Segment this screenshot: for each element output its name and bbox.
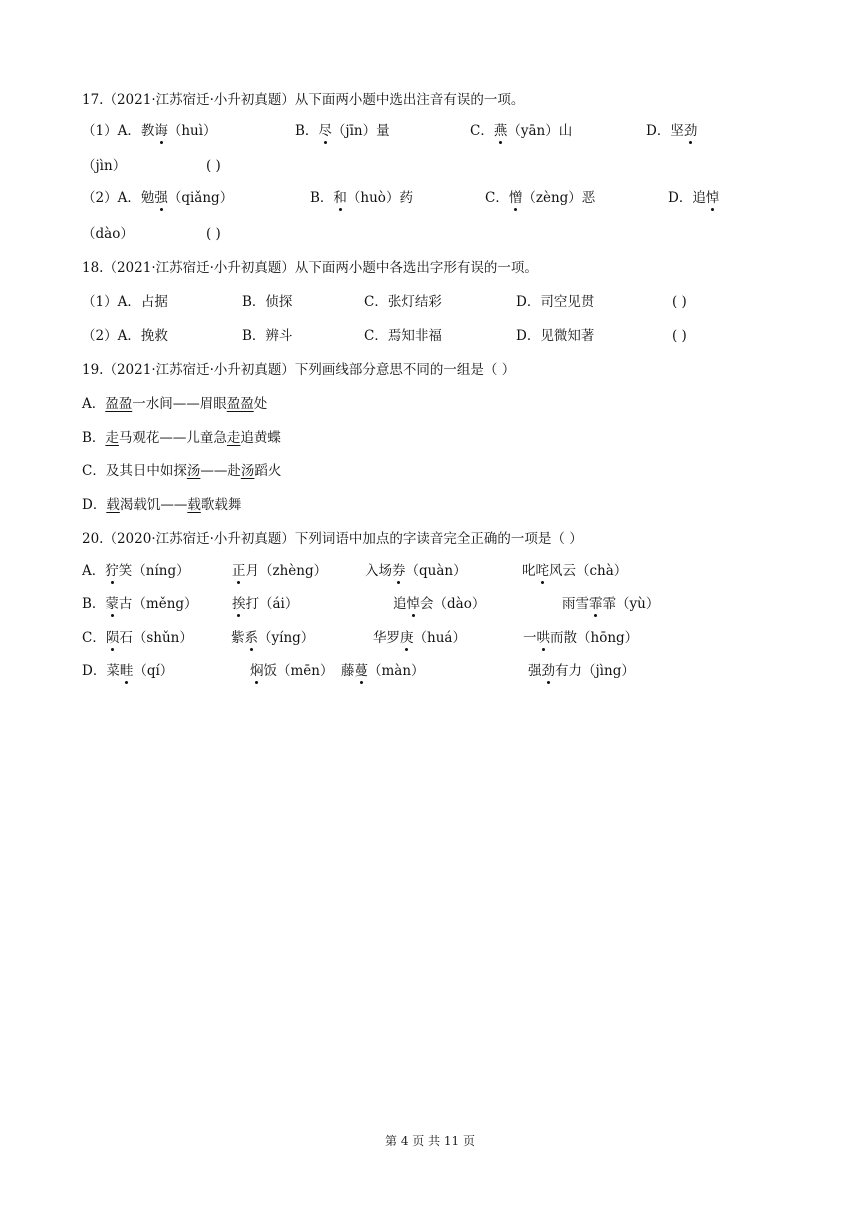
q19-option-a: A．盈盈一水间——眉眼盈盈处 xyxy=(82,396,268,412)
q20-c-word-1: C．陨石（shǔn） xyxy=(82,630,193,646)
q19-option-c: C．及其日中如探汤——赴汤蹈火 xyxy=(82,463,282,479)
page-footer: 第 4 页 共 11 页 xyxy=(385,1134,475,1148)
q17-p2-answer-blank: ( ) xyxy=(206,226,221,242)
q20-b-word-4: 雨雪霏霏（yù） xyxy=(562,596,660,612)
q20-stem: 20.（2020·江苏宿迁·小升初真题）下列词语中加点的字读音完全正确的一项是（ ） xyxy=(82,531,583,547)
q17-p1-option-a: （1）A．教诲（huì） xyxy=(82,123,217,139)
q20-b-word-1: B．蒙古（měng） xyxy=(82,596,198,612)
q17-p2-option-a: （2）A．勉强（qiǎng） xyxy=(82,190,234,206)
q20-b-word-3: 追悼会（dào） xyxy=(393,596,486,612)
q20-a-word-3: 入场券（quàn） xyxy=(365,563,467,579)
q19-option-b: B．走马观花——儿童急走追黄蝶 xyxy=(82,430,281,446)
q17-p2-option-b: B．和（huò）药 xyxy=(310,190,413,206)
q18-p1-answer-blank: ( ) xyxy=(672,294,687,310)
q20-c-word-3: 华罗庚（huá） xyxy=(373,630,466,646)
q18-p1-option-b: B．侦探 xyxy=(242,294,293,310)
q20-d-word-1: D．菜畦（qí） xyxy=(82,663,174,679)
q18-p2-option-c: C．焉知非福 xyxy=(364,328,442,344)
q20-d-word-3: 藤蔓（màn） xyxy=(341,663,425,679)
q17-p2-d-pinyin: （dào） xyxy=(82,226,134,242)
q20-d-word-4: 强劲有力（jìng） xyxy=(528,663,635,679)
q20-a-word-2: 正月（zhèng） xyxy=(232,563,328,579)
q18-p1-option-c: C．张灯结彩 xyxy=(364,294,442,310)
q17-p1-option-b: B．尽（jīn）量 xyxy=(295,123,390,139)
q17-p2-option-c: C．憎（zèng）恶 xyxy=(485,190,596,206)
q17-stem: 17.（2021·江苏宿迁·小升初真题）从下面两小题中选出注音有误的一项。 xyxy=(82,92,525,108)
q18-p2-option-b: B．辨斗 xyxy=(242,328,293,344)
q17-p2-option-d: D．追悼 xyxy=(668,190,720,206)
q17-p1-d-pinyin: （jìn） xyxy=(82,158,127,174)
q18-p2-option-a: （2）A．挽救 xyxy=(82,328,168,344)
q20-d-word-2: 焖饭（mēn） xyxy=(250,663,334,679)
q18-p2-option-d: D．见微知著 xyxy=(516,328,595,344)
q18-p2-answer-blank: ( ) xyxy=(672,328,687,344)
q17-p1-answer-blank: ( ) xyxy=(206,158,221,174)
q20-a-word-4: 叱咤风云（chà） xyxy=(522,563,628,579)
q20-c-word-2: 紫系（yíng） xyxy=(231,630,315,646)
q18-p1-option-a: （1）A．占据 xyxy=(82,294,168,310)
q20-b-word-2: 挨打（ái） xyxy=(232,596,299,612)
q18-p1-option-d: D．司空见贯 xyxy=(516,294,595,310)
q17-p1-option-d: D．坚劲 xyxy=(646,123,698,139)
q20-a-word-1: A．狞笑（níng） xyxy=(82,563,190,579)
q19-stem: 19.（2021·江苏宿迁·小升初真题）下列画线部分意思不同的一组是（ ） xyxy=(82,362,516,378)
q18-stem: 18.（2021·江苏宿迁·小升初真题）从下面两小题中各选出字形有误的一项。 xyxy=(82,260,538,276)
q17-p1-option-c: C．燕（yān）山 xyxy=(470,123,573,139)
q19-option-d: D．载渴载饥——载歌载舞 xyxy=(82,497,242,513)
q20-c-word-4: 一哄而散（hōng） xyxy=(523,630,639,646)
